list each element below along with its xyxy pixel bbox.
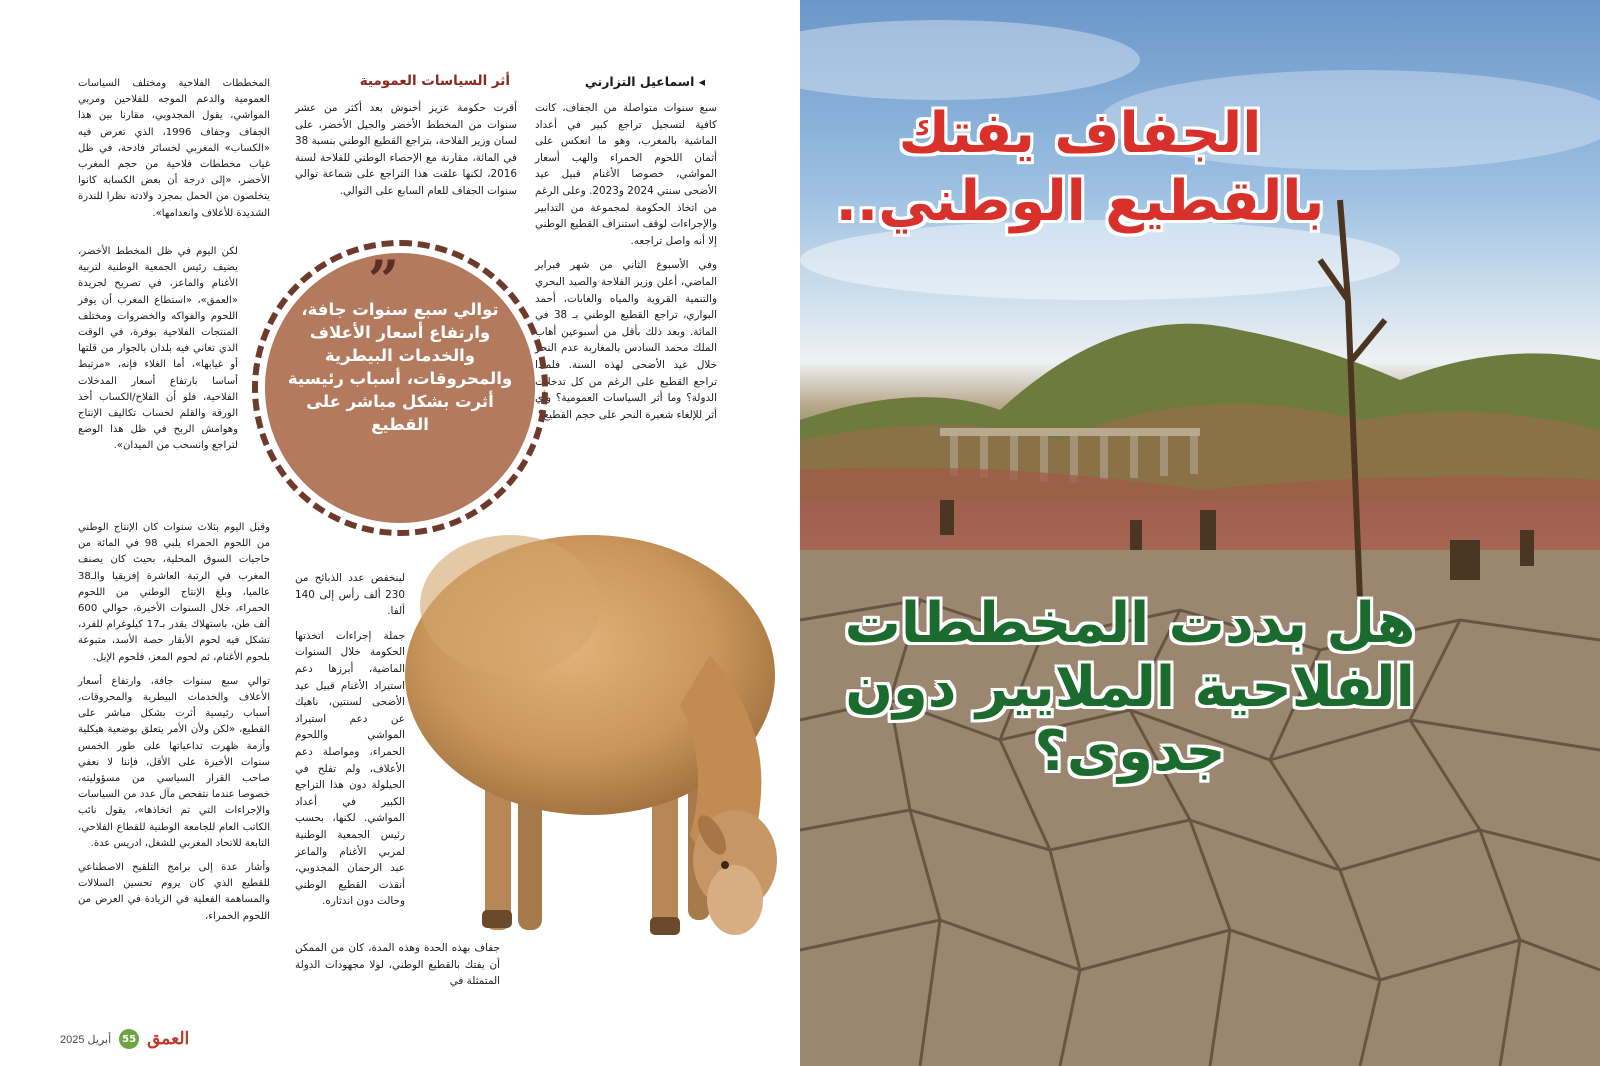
text-column-3-wrap (78, 244, 238, 463)
quote-mark-icon: ” (368, 248, 400, 312)
text-column-3 (78, 76, 270, 230)
paragraph: لينخفض عدد الذبائح من 230 ألف رأس إلى 140 ألفا. (295, 572, 405, 618)
issue-date: أبريل 2025 (60, 1033, 112, 1046)
magazine-logo: العمق (147, 1029, 190, 1049)
text-column-1 (535, 100, 717, 431)
cover-image-page (800, 0, 1600, 1066)
paragraph: توالي سبع سنوات جافة، وارتفاع أسعار الأعلاف والخدمات البيطرية والمحروقات، أسباب رئيسية أثرت بشكل مباشر على القطيع، «لكن ولأن الأمر يتعلق بوضعية هيكلية وأزمة ظهرت تداعياتها على طور الخمس سنوات الأخيرة على الأقل، فإننا لا نعفي صاحب القرار السياسي من مسؤوليته، خصوصا عندما نتفحص مآل عدد من السياسات والإجراءات التي تم اتخاذها»، يقول نائب الكاتب العام للجامعة الوطنية للقطاع الفلاحي، التابعة للاتحاد المغربي للشغل، ادريس عدة. (78, 675, 270, 849)
pull-quote-text: توالي سبع سنوات جافة، وارتفاع أسعار الأعلاف والخدمات البيطرية والمحروقات، أسباب رئيسية أثرت بشكل مباشر على القطيع (287, 300, 513, 434)
text-column-2-top (295, 100, 517, 208)
paragraph: جملة إجراءات اتخذتها الحكومة خلال السنوات الماضية، أبرزها دعم استيراد الأغنام قبيل عيد الأضحى لسنتين، ناهيك عن دعم استيراد المواشي واللحوم الحمراء، ومواصلة دعم الأعلاف، ولم تفلح في الحيلولة دون هذا التراجع الكبير في أعداد المواشي. لكنها، بحسب رئيس الجمعية الوطنية لمربي الأغنام والماعز عبد الرحمان المجدوبي، أنقذت القطيع الوطني وحالت دون اندثاره. (295, 629, 405, 908)
paragraph: وفي الأسبوع الثاني من شهر فبراير الماضي، أعلن وزير الفلاحة والصيد البحري والتنمية القروية والمياه والغابات، أحمد البواري، تراجع القطيع الوطني بـ 38 في المائة. وبعد ذلك بأقل من أسبوعين أهاب الملك محمد السادس بالمغاربة عدم النحر خلال عيد الأضحى لهذه السنة. فلماذا تراجع القطيع على الرغم من كل تدخلات الدولة؟ وما أثر السياسات العمومية؟ وأي أثر للإلغاء شعيرة النحر على حجم القطيع؟ (535, 259, 717, 421)
paragraph: وأشار عدة إلى برامج التلقيح الاصطناعي للقطيع الذي كان يروم تحسين السلالات والمساهمة الفعلية في الزيادة في العرض من اللحوم الحمراء، (78, 862, 270, 922)
paragraph: المخططات الفلاحية ومختلف السياسات العمومية والدعم الموجه للفلاحين ومربي المواشي، يقول المجدوبي، مقارنا بين هذا الجفاف وجفاف 1996، الذي تعرض فيه «الكساب» المغربي لخسائر فادحة، في ظل غياب مخططات فلاحية من حجم المغرب الأخضر، «إلى درجة أن بعض الكسابة كانوا يتخلصون من الحمل بمجرد ولادته نظرا للندرة الشديدة للأعلاف وانعدامها». (78, 78, 271, 219)
text-column-2-bottom (295, 570, 405, 918)
headline-secondary: هل بددت المخططات الفلاحية الملايير دون جدوى؟ (844, 591, 1416, 784)
paragraph: جفاف بهذه الحدة وهذه المدة، كان من الممكن أن يفتك بالقطيع الوطني، لولا مجهودات الدولة المتمثلة في (295, 942, 500, 988)
paragraph: سبع سنوات متواصلة من الجفاف، كانت كافية لتسجيل تراجع كبير في أعداد الماشية بالمغرب، وهو ما انعكس على أثمان اللحوم الحمراء والهب أسعار المواشي، خصوصا الأغنام قبيل عيد الأضحى سنتي 2024 و2023. وعلى الرغم من اتخاذ الحكومة لمجموعة من التدابير والإجراءات لوقف استنزاف القطيع الوطني إلا أنه واصل تراجعه. (535, 102, 717, 247)
page-footer (60, 1029, 189, 1049)
sheep-image (390, 505, 790, 985)
section-title: أثر السياسات العمومية (359, 73, 510, 89)
headline-primary: الجفاف يفتك بالقطيع الوطني.. (835, 101, 1325, 234)
text-column-3-lower (78, 520, 270, 933)
paragraph: لكن اليوم في ظل المخطط الأخضر، يضيف رئيس الجمعية الوطنية لتربية الأغنام والماعز، في تصريح لجريدة «العمق»، «استطاع المغرب أن يوفر اللحوم والفواكه والخضروات ومختلف المنتجات الفلاحية بوفرة، في الوقت الذي تعاني فيه بلدان بالجوار من قلتها أو غيابها»، أما الغلاء فإنه، «مرتبط أساسا بارتفاع أسعار المدخلات الفلاحية، فلو أن الفلاح/الكساب أخذ الورقة والقلم لحساب تكاليف الإنتاج وهوامش الربح في ظل هذا الوضع لتراجع وانسحب من الميدان». (78, 246, 238, 452)
author-byline: ◂ اسماعيل التزارني (584, 74, 705, 89)
paragraph: أقرت حكومة عزيز أخنوش بعد أكثر من عشر سنوات من المخطط الأخضر والجيل الأخضر، على لسان وزير الفلاحة، بتراجع القطيع الوطني بنسبة 38 في المائة، مقارنة مع الإحصاء الوطني للفلاحة لسنة 2016، لكنها علقت هذا التراجع على شماعة توالي سنوات الجفاف للعام السابع على التوالي. (295, 102, 517, 197)
page-number: 55 (119, 1029, 139, 1049)
paragraph: وقبل اليوم بثلاث سنوات كان الإنتاج الوطني من اللحوم الحمراء يلبي 98 في المائة من حاجيات السوق المحلية، بحيث كان يصنف المغرب في الرتبة العاشرة إفريقيا والـ38 عالميا، وبلغ الإنتاج الوطني من اللحوم الحمراء، خلال السنوات الأخيرة، حوالي 600 ألف طن، باستهلاك يقدر بـ17 كيلوغرام للفرد، تشكل فيه لحوم الأبقار حصة الأسد، متبوعة بلحوم الأغنام، ثم لحوم المعز، فلحوم الإبل. (78, 522, 270, 663)
